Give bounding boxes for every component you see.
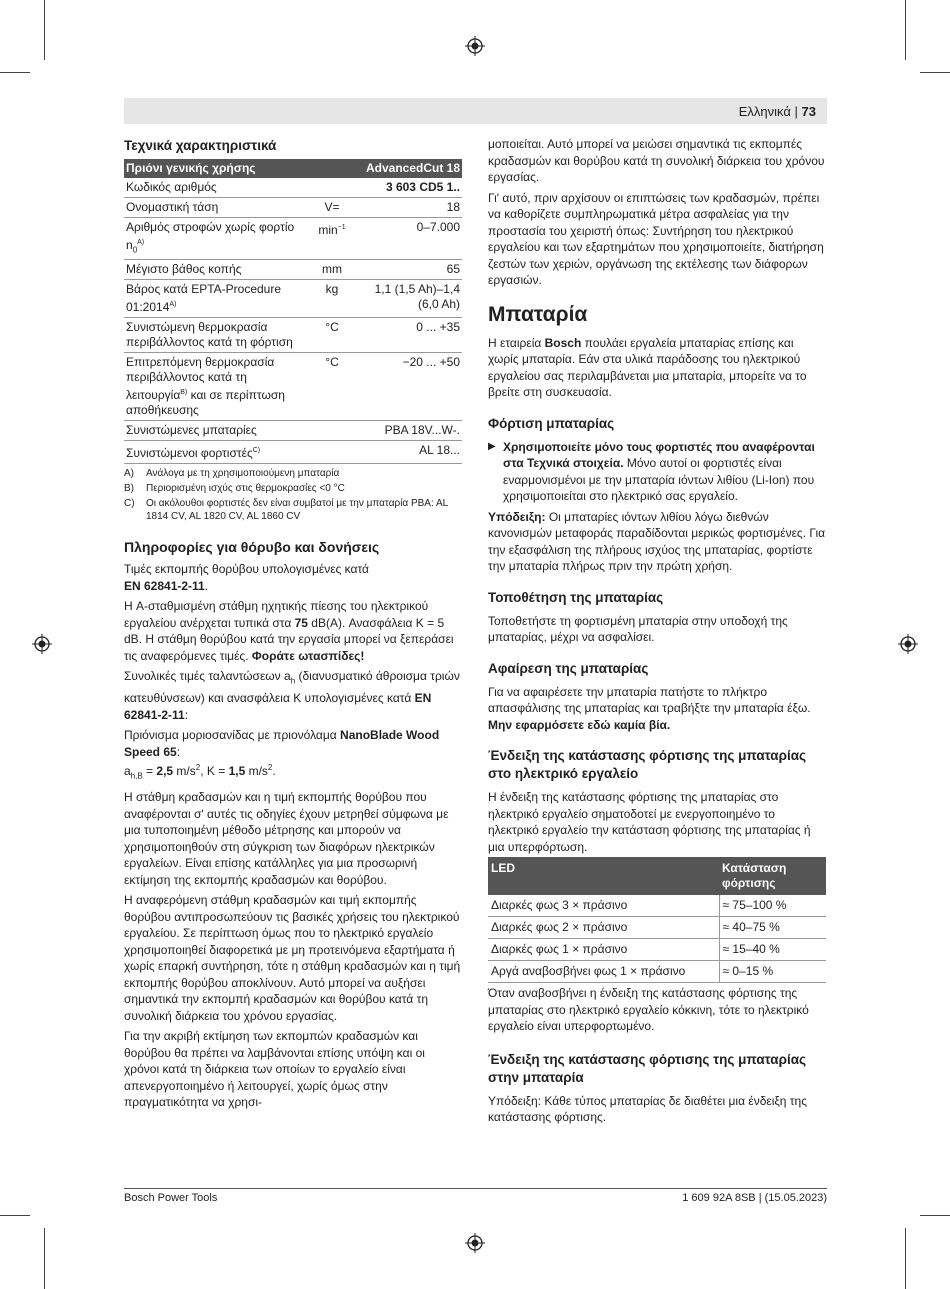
led-table-head <box>488 857 826 895</box>
paragraph: Γι' αυτό, πριν αρχίσουν οι επιπτώσεις των κραδασμών, πρέπει να καθορίζετε συμπληρωματικά μέτρα ασφαλείας για την προστασία του χειριστή όπως: Συντήρηση του ηλεκτρικού εργαλείου και των εξαρτημάτων που χρησιμοποιείτε, διατήρηση ζεστών των χεριών, οργάνωση της εκτέλεσης των διάφορων εργασιών. <box>488 190 824 287</box>
spec-unit <box>306 178 358 198</box>
battery-title: Μπαταρία <box>488 302 588 326</box>
spec-label-cell <box>124 353 306 421</box>
text: m/s <box>245 764 268 779</box>
spec-label: Συνιστώμενη θερμοκρασία περιβάλλοντος κατά τη φόρτιση <box>124 318 306 353</box>
led-cell: Διαρκές φως 3 × πράσινο <box>488 895 719 917</box>
remove-title: Αφαίρεση της μπαταρίας <box>488 660 649 676</box>
noise-title: Πληροφορίες για θόρυβο και δονήσεις <box>124 539 380 556</box>
instruction: Χρησιμοποιείτε μόνο τους φορτιστές που αναφέρονται στα Τεχνικά στοιχεία. <box>503 439 815 470</box>
footnote-ref: A) <box>137 239 145 246</box>
warning-text: Μην εφαρμόσετε εδώ καμία βία. <box>488 717 671 732</box>
standard-ref: EN 62841-2-11 <box>124 578 205 593</box>
note-label: Υπόδειξη: <box>488 509 546 524</box>
spec-label-cell <box>124 280 306 318</box>
spec-label: Βάρος κατά EPTA-Procedure 01:2014 <box>126 282 282 315</box>
table-row <box>124 218 462 260</box>
table-row <box>488 917 826 939</box>
footnote <box>124 497 462 523</box>
paragraph: Η ένδειξη της κατάστασης φόρτισης της μπαταρίας στο ηλεκτρικό εργαλείο σηματοδοτεί με ενεργοποιημένο το ηλεκτρικό εργαλείο την κατάσταση φόρτισης της μπαταρίας ή μια υπερφόρτωση. <box>488 790 811 854</box>
spec-value: AL 18... <box>358 441 462 464</box>
footnote-key: B) <box>124 483 134 495</box>
paragraph <box>124 760 462 785</box>
table-row <box>124 318 462 353</box>
crop-mark <box>905 0 906 60</box>
paragraph <box>124 727 462 760</box>
spec-value: 3 603 CD5 1.. <box>385 180 460 194</box>
spec-value: 0 ... +35 <box>358 318 462 353</box>
subscript: h <box>290 676 296 686</box>
registration-mark-icon <box>32 634 52 654</box>
indicator-tool-title: Ένδειξη της κατάστασης φόρτισης της μπαταρίας στο ηλεκτρικό εργαλείο <box>488 748 807 781</box>
spec-unit: min <box>318 223 338 237</box>
paragraph <box>124 598 462 664</box>
spec-label: Μέγιστο βάθος κοπής <box>124 260 306 280</box>
value: 2,5 <box>156 764 174 779</box>
spec-head-label: Πριόνι γενικής χρήσης <box>124 159 358 178</box>
footer-left: Bosch Power Tools <box>124 1192 218 1204</box>
warning-text: Φοράτε ωτασπίδες! <box>251 648 365 663</box>
text: Η A-σταθμισμένη στάθμη ηχητικής πίεσης του ηλεκτρικού εργαλείου ανέρχεται τυπικά στα <box>124 599 429 630</box>
table-row <box>124 178 462 198</box>
registration-mark-icon <box>465 36 485 56</box>
text: . <box>204 578 209 593</box>
state-head: Κατάσταση φόρτισης <box>719 857 826 895</box>
spec-unit: kg <box>306 280 358 318</box>
text: πουλάει εργαλεία μπαταρίας επίσης και χωρίς μπαταρία. Εάν στα υλικά παράδοσης του ηλεκτρικού εργαλείου σας περιλαμβάνεται μια μπαταρία, μπορείτε να το βρείτε στη συσκευασία. <box>488 335 807 399</box>
spec-label: Ονομαστική τάση <box>124 198 306 218</box>
crop-mark <box>920 72 950 73</box>
state-cell: ≈ 0–15 % <box>719 961 826 983</box>
tech-data-title: Τεχνικά χαρακτηριστικά <box>124 138 277 153</box>
superscript: 2 <box>267 763 273 773</box>
page-number: 73 <box>801 104 816 119</box>
footnote-ref: A) <box>169 301 177 309</box>
text: m/s <box>173 764 196 779</box>
state-cell: ≈ 40–75 % <box>719 917 826 939</box>
paragraph <box>124 668 462 723</box>
table-row <box>124 280 462 318</box>
paragraph <box>124 561 462 594</box>
spec-unit-cell <box>306 218 358 260</box>
paragraph: Τοποθετήστε τη φορτισμένη μπαταρία στην υποδοχή της μπαταρίας, μέχρι να ασφαλίσει. <box>488 613 788 644</box>
spec-value: 18 <box>358 198 462 218</box>
paragraph <box>488 335 826 401</box>
crop-mark <box>905 1228 906 1289</box>
indicator-battery-title: Ένδειξη της κατάστασης φόρτισης της μπαταρίας στην μπαταρία <box>488 1051 807 1085</box>
paragraph <box>503 439 826 505</box>
spec-label-cell <box>124 441 306 464</box>
page-header: Ελληνικά | 73 <box>738 104 816 119</box>
spec-label: Κωδικός αριθμός <box>124 178 306 198</box>
table-row <box>124 198 462 218</box>
crop-mark <box>44 1228 45 1289</box>
footnotes <box>124 467 462 523</box>
paragraph: Για την ακριβή εκτίμηση των εκπομπών κραδασμών και θορύβου θα πρέπει να λαμβάνονται επίσης υπόψη και οι χρόνοι κατά τη διάρκεια των οποίων το εργαλείο είναι απενεργοποιημένο ή λειτουργεί, χωρίς όμως στην πραγματικότητα να χρησι- <box>124 1029 425 1110</box>
text: Συνολικές τιμές ταλαντώσεων a <box>124 669 291 684</box>
text: . <box>272 764 276 779</box>
paragraph: Η στάθμη κραδασμών και η τιμή εκπομπής θορύβου που αναφέρονται σ' αυτές τις οδηγίες έχουν μετρηθεί σύμφωνα με μια τυποποιημένη μέθοδο μέτρησης και μπορούν να χρησιμοποιηθούν στη σύγκριση των διαφόρων ηλεκτρικών εργαλείων. Είναι επίσης κατάλληλες για μια προσωρινή εκτίμηση της εκπομπής κραδασμών και θορύβου. <box>124 790 449 887</box>
text: Οι μπαταρίες ιόντων λιθίου λόγω διεθνών κανονισμών μεταφοράς παραδίδονται μερικώς φορτισμένες. Για την εξασφάλιση της πλήρους ισχύος της μπαταρίας, φορτίστε την μπαταρία πλήρως πριν την πρώτη χρήση. <box>488 509 826 573</box>
spec-unit: °C <box>306 318 358 353</box>
language-label: Ελληνικά <box>738 104 791 119</box>
paragraph: μοποιείται. Αυτό μπορεί να μειώσει σημαντικά τις εκπομπές κραδασμών και θορύβου κατά τη συνολική διάρκεια του χρόνου εργασίας. <box>488 137 825 184</box>
spec-label: Συνιστώμενοι φορτιστές <box>126 446 253 461</box>
superscript: 2 <box>195 763 201 773</box>
led-head: LED <box>488 857 719 895</box>
text: : <box>176 744 181 759</box>
spec-unit: °C <box>306 353 358 421</box>
standard-ref: EN 62841-2-11 <box>124 691 432 722</box>
spec-unit <box>306 441 358 464</box>
spec-unit-sup: −1 <box>337 224 346 231</box>
text: = <box>142 764 157 779</box>
spec-label: Επιτρεπόμενη θερμοκρασία περιβάλλοντος κατά τη λειτουργία <box>126 355 275 403</box>
table-row <box>124 441 462 464</box>
text: Τιμές εκπομπής θορύβου υπολογισμένες κατά <box>124 562 369 577</box>
text: Για να αφαιρέσετε την μπαταρία πατήστε το πλήκτρο απασφάλισης της μπαταρίας και τραβήξτε την μπαταρία έξω. <box>488 684 811 715</box>
value: 75 <box>294 615 308 630</box>
spec-label-cell <box>124 218 306 260</box>
spec-unit <box>306 421 358 441</box>
spec-table-head <box>124 159 462 178</box>
spec-head-value: AdvancedCut 18 <box>358 159 462 178</box>
footnote-ref: C) <box>252 447 261 455</box>
table-row <box>124 421 462 441</box>
registration-mark-icon <box>465 1233 485 1253</box>
led-cell: Αργά αναβοσβήνει φως 1 × πράσινο <box>488 961 719 983</box>
spec-unit: mm <box>306 260 358 280</box>
spec-value: 65 <box>358 260 462 280</box>
footnote <box>124 482 462 495</box>
spec-label: Συνιστώμενες μπαταρίες <box>124 421 306 441</box>
state-cell: ≈ 15–40 % <box>719 939 826 961</box>
insert-title: Τοποθέτηση της μπαταρίας <box>488 589 664 605</box>
spec-label: Αριθμός στροφών χωρίς φορτίο n <box>126 220 295 252</box>
spec-label-after: και σε περίπτωση αποθήκευσης <box>126 388 285 418</box>
footnote <box>124 467 462 480</box>
text: a <box>124 764 131 779</box>
footnote-text: Ανάλογα με τη χρησιμοποιούμενη μπαταρία <box>146 468 340 480</box>
subscript: h,B <box>130 771 143 781</box>
paragraph: Όταν αναβοσβήνει η ένδειξη της κατάστασης φόρτισης της μπαταρίας στο ηλεκτρικό εργαλείο κόκκινη, τότε το ηλεκτρικό εργαλείο είναι υπερφορτωμένο. <box>488 986 809 1033</box>
text: Πριόνισμα μοριοσανίδας με πριονόλαμα <box>124 728 341 743</box>
spec-value: PBA 18V...W-. <box>358 421 462 441</box>
bullet-arrow-icon: ▶ <box>488 440 496 452</box>
value: 1,5 <box>228 764 246 779</box>
led-table <box>488 857 826 983</box>
text: Η εταιρεία <box>488 335 545 350</box>
footnote-text: Περιορισμένη ισχύς στις θερμοκρασίες <0 °C <box>146 483 345 495</box>
header-band <box>124 98 827 124</box>
charging-title: Φόρτιση μπαταρίας <box>488 415 615 431</box>
text: : <box>184 707 189 722</box>
table-row <box>124 353 462 421</box>
text: , K = <box>200 764 229 779</box>
paragraph <box>488 509 826 575</box>
spec-value: −20 ... +50 <box>358 353 462 421</box>
footnote-ref: B) <box>180 389 188 397</box>
footnote-text: Οι ακόλουθοι φορτιστές δεν είναι συμβατοί με την μπαταρία PBA: AL 1814 CV, AL 1820 CV, AL 1860 CV <box>146 498 448 523</box>
crop-mark <box>44 0 45 60</box>
led-cell: Διαρκές φως 1 × πράσινο <box>488 939 719 961</box>
crop-mark <box>0 72 30 73</box>
table-row <box>488 939 826 961</box>
brand-name: Bosch <box>544 335 582 350</box>
footnote-key: C) <box>124 498 135 510</box>
text: Μόνο αυτοί οι φορτιστές είναι εναρμονισμένοι με την μπαταρία ιόντων λιθίου (Li-Ion) που χρησιμοποιείται στο ηλεκτρικό σας εργαλείο. <box>503 456 815 503</box>
bullet-item <box>488 439 826 509</box>
table-row <box>124 260 462 280</box>
table-row <box>488 895 826 917</box>
spec-label-sub: 0 <box>132 245 138 255</box>
footer-right: 1 609 92A 8SB | (15.05.2023) <box>682 1192 827 1204</box>
led-cell: Διαρκές φως 2 × πράσινο <box>488 917 719 939</box>
text: (διανυσματικό άθροισμα τριών κατευθύνσεων) και ανασφάλεια K υπολογισμένες κατά <box>124 669 460 706</box>
footer-rule <box>124 1188 827 1189</box>
spec-value: 1,1 (1,5 Ah)–1,4 (6,0 Ah) <box>358 280 462 318</box>
paragraph <box>488 684 826 734</box>
registration-mark-icon <box>898 634 918 654</box>
crop-mark <box>920 1215 950 1216</box>
table-row <box>488 961 826 983</box>
footnote-key: A) <box>124 468 134 480</box>
blade-name: NanoBlade Wood Speed 65 <box>124 728 440 759</box>
right-column <box>488 136 826 1130</box>
left-column <box>124 130 462 1115</box>
crop-mark <box>0 1215 30 1216</box>
state-cell: ≈ 75–100 % <box>719 895 826 917</box>
spec-table <box>124 159 462 464</box>
spec-unit: V= <box>306 198 358 218</box>
paragraph: Υπόδειξη: Κάθε τύπος μπαταρίας δε διαθέτει μια ένδειξη της κατάστασης φόρτισης. <box>488 1093 807 1124</box>
spec-value: 0–7.000 <box>358 218 462 260</box>
text: dB(A). Ανασφάλεια K = 5 dB. Η στάθμη θορύβου κατά την εργασία μπορεί να ξεπεράσει τις αναφερόμενες τιμές. <box>124 615 454 663</box>
paragraph: Η αναφερόμενη στάθμη κραδασμών και τιμή εκπομπής θορύβου αντιπροσωπεύουν τις βασικές χρήσεις του ηλεκτρικού εργαλείου. Σε περίπτωση όμως που το ηλεκτρικό εργαλείο χρησιμοποιηθεί διαφορετικά με μη προτεινόμενα εξαρτήματα ή χωρίς επαρκή συντήρηση, τότε η στάθμη κραδασμών και η τιμή εκπομπής θορύβου αποκλίνουν. Αυτό μπορεί να αυξήσει σημαντικά την εκπομπή κραδασμών και θορύβου κατά τη συνολική διάρκεια του χρόνου εργασίας. <box>124 893 461 1023</box>
